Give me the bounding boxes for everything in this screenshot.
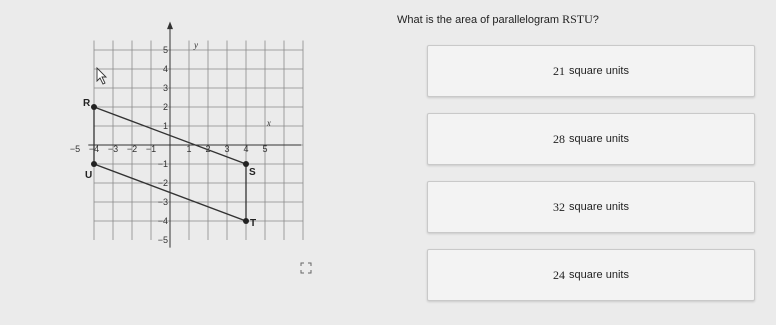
vertex-label-u: U bbox=[85, 170, 93, 181]
x-tick-label: −3 bbox=[107, 144, 119, 154]
choice-28[interactable] bbox=[427, 113, 755, 165]
shape-name: RSTU bbox=[562, 12, 593, 26]
vertex-label-t: T bbox=[250, 218, 257, 229]
coordinate-graph bbox=[0, 0, 330, 300]
grid-lines bbox=[94, 41, 303, 241]
vertex-point-u bbox=[91, 161, 97, 167]
x-tick-label: 3 bbox=[224, 144, 230, 154]
x-tick-label: −1 bbox=[145, 144, 157, 154]
expand-icon[interactable] bbox=[300, 262, 312, 274]
x-tick-label: 2 bbox=[205, 144, 211, 154]
x-tick-label: 1 bbox=[186, 144, 192, 154]
choice-24[interactable] bbox=[427, 249, 755, 301]
vertex-label-s: S bbox=[249, 167, 256, 178]
arrow-cursor-icon bbox=[97, 68, 106, 84]
vertex-point-r bbox=[91, 104, 97, 110]
choice-unit: square units bbox=[569, 269, 629, 281]
y-tick-label: 4 bbox=[162, 64, 168, 74]
y-tick-label: 2 bbox=[162, 102, 168, 112]
choice-value: 28 bbox=[553, 131, 566, 146]
y-tick-label: −1 bbox=[157, 159, 168, 169]
x-tick-label: 5 bbox=[262, 144, 268, 154]
y-axis-arrow-icon bbox=[167, 22, 173, 30]
y-tick-label: −2 bbox=[157, 178, 168, 188]
choice-value: 32 bbox=[553, 199, 566, 214]
x-tick-label: −4 bbox=[88, 144, 100, 154]
y-tick-label: 1 bbox=[162, 121, 168, 131]
x-axis-label: x bbox=[266, 118, 271, 128]
vertex-label-r: R bbox=[83, 98, 91, 109]
y-tick-label: 5 bbox=[162, 45, 168, 55]
y-axis-label: y bbox=[194, 40, 198, 51]
choice-21[interactable] bbox=[427, 45, 755, 97]
choice-value: 24 bbox=[553, 267, 566, 282]
choice-value: 21 bbox=[553, 63, 566, 78]
x-tick-label: −2 bbox=[126, 144, 138, 154]
vertex-point-t bbox=[243, 218, 249, 224]
choice-32[interactable] bbox=[427, 181, 755, 233]
y-tick-label: −3 bbox=[157, 197, 168, 207]
y-tick-label: −5 bbox=[157, 235, 168, 245]
x-tick-label: 4 bbox=[243, 144, 249, 154]
choice-unit: square units bbox=[569, 133, 629, 145]
choice-unit: square units bbox=[569, 65, 629, 77]
question-text bbox=[397, 12, 599, 27]
question-suffix: ? bbox=[592, 14, 599, 26]
x-tick-label: −5 bbox=[69, 144, 81, 154]
axes bbox=[88, 22, 301, 248]
question-prefix: What is the area of parallelogram bbox=[397, 14, 563, 26]
choice-unit: square units bbox=[569, 201, 629, 213]
y-tick-label: 3 bbox=[162, 83, 168, 93]
y-tick-label: −4 bbox=[157, 216, 168, 226]
